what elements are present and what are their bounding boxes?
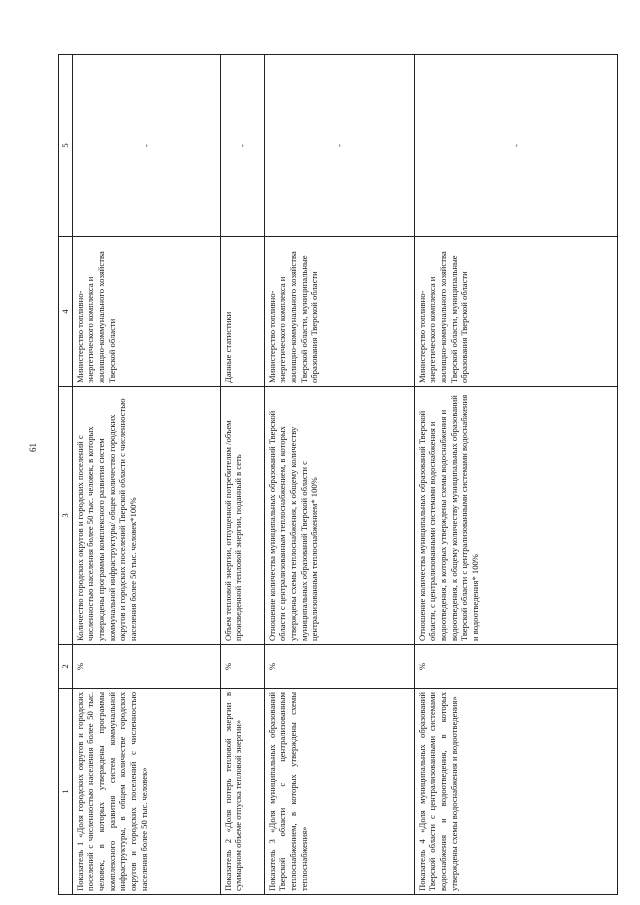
note-cell: -: [72, 55, 220, 237]
rotated-table-container: [58, 55, 618, 895]
indicator-name-cell: Показатель 2 «Доля потерь тепловой энергии в суммарном объеме отпуска тепловой энергии»: [220, 689, 264, 895]
unit-cell: %: [414, 645, 617, 689]
indicators-table: [58, 54, 618, 895]
formula-cell: Отношение количества муниципальных образований Тверской области, с централизованными системами водоснабжения и водоотведения, в которых утверждены схемы водоснабжения и водоотведения, к общему количеству муниципальных образований Тверской области с централизованными системами водоснабжения и водоотведения* 100%: [414, 387, 617, 645]
unit-cell: %: [72, 645, 220, 689]
table-row: [220, 55, 264, 895]
table-header-row: [59, 55, 73, 895]
formula-cell: Отношение количества муниципальных образований Тверской области с централизованным теплоснабжением, в которых утверждены схемы теплоснабжения, к общему количеству муниципальных образований Тверской области с централизованным теплоснабжением* 100%: [264, 387, 414, 645]
source-cell: Министерство топливно-энергетического комплекса и жилищно-коммунального хозяйства Тверской области, муниципальные образования Тверской области: [264, 237, 414, 387]
note-cell: -: [220, 55, 264, 237]
column-header: 5: [59, 55, 73, 237]
page-number: 61: [28, 443, 38, 452]
column-header: 2: [59, 645, 73, 689]
table-row: [264, 55, 414, 895]
column-header: 1: [59, 689, 73, 895]
source-cell: Министерство топливно-энергетического комплекса и жилищно-коммунального хозяйства Тверской области, муниципальные образования Тверской области: [414, 237, 617, 387]
source-cell: Министерство топливно-энергетического комплекса и жилищно-коммунального хозяйства Тверской области: [72, 237, 220, 387]
column-header: 3: [59, 387, 73, 645]
unit-cell: %: [264, 645, 414, 689]
indicator-name-cell: Показатель 3 «Доля муниципальных образований Тверской области с централизованным теплоснабжением, в которых утверждены схемы теплоснабжения»: [264, 689, 414, 895]
note-cell: -: [264, 55, 414, 237]
column-header: 4: [59, 237, 73, 387]
note-cell: -: [414, 55, 617, 237]
indicator-name-cell: Показатель 1 «Доля городских округов и городских поселений с численностью населения более 50 тыс. человек, в которых утверждены программы комплексного развития систем коммунальной инфраструктуры, в общем количестве городских округов и городских поселений с численностью населения более 50 тыс. человек»: [72, 689, 220, 895]
source-cell: Данные статистики: [220, 237, 264, 387]
formula-cell: Объем тепловой энергии, отпущенной потребителям /объем произведенной тепловой энергии, поданный в сеть: [220, 387, 264, 645]
indicator-name-cell: Показатель 4 «Доля муниципальных образований Тверской области с централизованными системами водоснабжения и водоотведения, в которых утверждены схемы водоснабжения и водоотведения»: [414, 689, 617, 895]
unit-cell: %: [220, 645, 264, 689]
table-row: [72, 55, 220, 895]
table-row: [414, 55, 617, 895]
formula-cell: Количество городских округов и городских поселений с численностью населения более 50 тыс. человек, в которых утверждены программы комплексного развития систем коммунальной инфраструктуры/ общее количество городских округов и городских поселений Тверской области с численностью населения более 50 тыс. человек*100%: [72, 387, 220, 645]
